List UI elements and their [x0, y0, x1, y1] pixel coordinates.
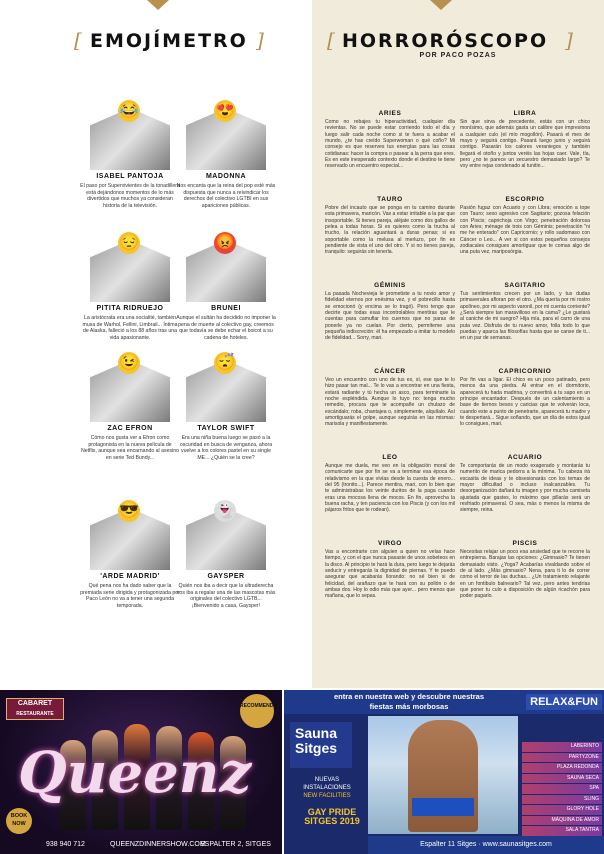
instalaciones-label: INSTALACIONES: [303, 785, 351, 791]
amenity-item: SALA TANTRA: [522, 826, 602, 836]
sign-name: TAURO: [377, 196, 403, 203]
gold-triangle-marker: [147, 0, 169, 10]
amenity-item: GLORY HOLE: [522, 805, 602, 815]
gay-pride-logo: [302, 808, 362, 826]
amenity-item: SLING: [522, 795, 602, 805]
horroroscopo-section: [312, 0, 604, 688]
queenz-phone[interactable]: 938 940 712: [46, 841, 85, 848]
card-text: La aristócrata era una socialité, también musa de Warhol, Fellini, Limbrail... Íntima de Alaska, falleció a los 88 años tras una vida apasionante.: [82, 315, 178, 341]
sign-text: Aunque me duela, me veo en la obligación moral de comunicarte que por fin se va a terminar esa época de relativismo en la que vivías desde la cuesta de enero... del 95 (tronito...). Parece mentira, mari, con lo bien que te administrabas los veinte duritos de la paga cuando eras una mocosa llena de mocos. En fin, aprovecha la buena racha, y ten paciencia con los Piscis (y con los mil pájaros fritos que te rodean).: [325, 463, 455, 514]
horoscope-sign: [460, 454, 590, 514]
amenity-item: PARTYZONE: [522, 753, 602, 763]
sauna-name-line-1: Sauna: [295, 725, 338, 741]
cabaret-badge: [6, 698, 64, 720]
new-facilities-label: NEW FACILITIES: [303, 793, 351, 799]
reaction-emoji-icon: 😔: [118, 232, 140, 254]
sign-name: LIBRA: [513, 110, 537, 117]
book-now-button[interactable]: BOOK NOW: [6, 808, 32, 834]
model-trunks: [412, 798, 474, 816]
amenity-item: SAUNA SECA: [522, 774, 602, 784]
horoscope-sign: [325, 454, 455, 514]
sign-text: Veo un encuentro con uno de tus ex, sí, ese que te lo hizo pasar tan mal... Te lo vas a encontrar en una fiesta, estará radiante y tú hecha un asco, para terminarte la noche espléndida. Aunque lo tuyo no: tenga mucho remedio, procura que te acompañe un chulazo de escándalo; roba, chantajea o, simplemente, alquílalo. Así amortiguarás el golpe, aunque seguirás en las mismas: marisola y manifiestamente.: [325, 377, 455, 428]
relax-fun-label: RELAX&FUN: [526, 694, 602, 710]
gay-pride-label: GAY PRIDE: [307, 807, 357, 817]
sign-text: Como no rebajes tu hiperactividad, cualquier día revientas. No se puede estar corriendo todo el día y luego salir cada noche como si te fuera a acabar el mundo, ¿te has creído Superwoman o qué coño? Mi consejo es que reserves tus energías para las cosas cotidianas: hacer la compra o pasear a la perra que eres. Es en este inesperado contexto donde el destino te tiene reservado un encuentro especial...: [325, 119, 455, 170]
horoscope-sign: [325, 196, 455, 256]
card-text: El paso por Supervivientes de la tonadillera está dejándonos momentos de lo más divertidos que muchos ya consideran historia de la televisión.: [80, 183, 180, 209]
queenz-address: ESPALTER 2, SITGES: [200, 841, 271, 848]
sign-name: SAGITARIO: [504, 282, 546, 289]
emojimetro-section: [0, 0, 306, 688]
horoscope-sign: [325, 282, 455, 342]
banner-line-2: fiestas más morbosas: [369, 702, 449, 711]
title-bracket-open: [: [327, 28, 335, 52]
card-text: Qué pena nos ha dado saber que la premiada serie dirigida y protagonizada por Paco León no va a tener una segunda temporada.: [80, 583, 180, 609]
sign-text: Pasión fugaz con Acuario y con Libra; emoción a tope con Tauro; sexo agresivo con Sagitario; gozosa felación con Piscis; caprichoja con Virgo; penetración dolorosa con Aries; ménage de trois con Géminis; penetración "ni me he enterado" con Capricornio; y rollo sadomaso con Cáncer o Leo... A ver si con estos pequeños consejos zodiacales consigues amortiguar que te comas algo de una puta vez, mariposórgia.: [460, 205, 590, 256]
sign-name: LEO: [382, 454, 398, 461]
amenity-item: PLAZA REDONDA: [522, 763, 602, 773]
card-name: PITITA RIDRUEJO: [96, 305, 164, 312]
sign-text: Vas a encontrarte con alguien a quien no veías hace tiempo, y con el que nunca pasaste de unos sobeteos en la disco. Al principio te hará la dura, pero luego te dejarás seducir y entregarás la dignidad de piernas. Y te puedo asegurar que acabarás llorando: no sé bien si de felicidad, del arañazo que te hará con su pollón o de ambas dos. Hoy lo odio más que ayer... pero menos que mañana, que lo sepas.: [325, 549, 455, 600]
horoscope-sign: [460, 282, 590, 342]
card-text: Quién nos iba a decir que la ultraderecha nos iba a regalar una de las mascotas más originales del colectivo LGTB... ¡Bienvenido a casa, Gaysper!: [176, 583, 276, 609]
sign-name: CAPRICORNIO: [498, 368, 552, 375]
author-byline: POR PACO POZAS: [419, 52, 497, 59]
reaction-emoji-icon: 😂: [118, 100, 140, 122]
gold-triangle-marker: [430, 0, 452, 10]
section-title: HORRORÓSCOPO: [342, 30, 549, 52]
card-text: Aunque el sultán ha decidido no imponer la pena de muerte al colectivo gay, creemos que todavía se debe echar el boicot a su cadena de hoteles.: [176, 315, 276, 341]
card-name: BRUNEI: [211, 305, 241, 312]
restaurante-label: RESTAURANTE: [16, 711, 54, 717]
nuevas-label: NUEVAS: [314, 777, 340, 783]
card-text: Cómo nos gusta ver a Efron como protagonista en la nueva película de Netflix, aunque sea encarnando al asesino en serie Ted Bundy...: [80, 435, 180, 461]
section-title: EMOJÍMETRO: [90, 30, 248, 52]
amenity-item: LABERINTO: [522, 742, 602, 752]
queenz-logo: Queenz: [18, 740, 252, 806]
reaction-emoji-icon: 😉: [118, 352, 140, 374]
title-bracket-open: [: [74, 28, 82, 52]
sign-name: ARIES: [378, 110, 402, 117]
recommended-badge: RECOMMENDED: [240, 694, 274, 728]
sign-name: CÁNCER: [374, 368, 406, 375]
card-name: GAYSPER: [207, 573, 245, 580]
sign-text: Pobre del incauto que se ponga en tu camino durante esta primavera, maricón. Vas a estar irritable a la par que insoportable. Si tienes pareja, aléjate como dos gallos de pelea a todas horas. Si es quieres como la trucha al trucho, la relación aguantará a duras penas; si es soportable como la melusa al merluzo, por fin es pendiente de vista el uno del otro. Y si no tienes pareja, tranquilo: seguirás sin tenerla.: [325, 205, 455, 256]
sign-text: Por fin vas a ligar. El chico es un poco patinado, pero menos da una piedra. Al entrar en el dormitorio, aparecerá tu hada madrina, y convertirá a tu sapo en un príncipe encantador. Después de un calentamiento a base de tiernos besos y caricias que te volverán loca, cuando este a punto de penetrarte, aparecerá tu madre y te despertará... Sigue soñando, que un día de estos igual lo consigues, mari.: [460, 377, 590, 428]
new-facilities-text: [290, 776, 364, 800]
queenz-footer: [0, 836, 282, 854]
horoscope-sign: [325, 540, 455, 600]
card-name: TAYLOR SWIFT: [197, 425, 255, 432]
sauna-name-line-2: Sitges: [295, 740, 338, 756]
title-bracket-close: ]: [565, 28, 573, 52]
amenity-item: MÁQUINA DE AMOR: [522, 816, 602, 826]
reaction-emoji-icon: 😴: [214, 352, 236, 374]
banner-line-1: entra en nuestra web y descubre nuestras: [333, 692, 485, 701]
sign-text: La pasada Nochevieja le prometiste a tu novio amor y fidelidad eternos por enésima vez, y el pobrecillo hasta se emocionó (y encima se lo tragó). Pero tengo que decirte que todas esas incontrolables mentiras que le cuentas para camuflar los cuernos que no paras de ponerle ya no cuelan. Por cierto, permíteme una pequeña indiscreción: él ha empezado a imitar tu modelo de fidelidad... Sorry, mari.: [325, 291, 455, 342]
sauna-amenities-list: [522, 742, 602, 837]
horoscope-sign: [460, 110, 590, 170]
sign-text: Te comportarás de un modo exagerado y montarás tu numerito de marica pedorra a la mínima. Tu cabeza irá escasita de ideas y te obsesionarás con los temas de mayor dificultad o incluso inalcanzables. Tu desorganización dañará tu imagen y por mucha camiseta ajustada que gastes, lo máximo que pillarás será un resfriado primaveral. O sea, más o menos la misma de siempre, reina.: [460, 463, 590, 514]
sauna-top-banner: [284, 690, 604, 714]
cabaret-label: CABARET: [17, 700, 53, 707]
horoscope-sign: [325, 368, 455, 428]
reaction-emoji-icon: 😍: [214, 100, 236, 122]
horoscope-sign: [325, 110, 455, 170]
card-name: 'ARDE MADRID': [100, 573, 160, 580]
horoscope-sign: [460, 540, 590, 600]
card-text: Nos encanta que la reina del pop esté más dispuesta que nunca a reivindicar los derechos del colectivo LGTBI en sus apariciones públicas.: [176, 183, 276, 209]
card-name: MADONNA: [205, 173, 247, 180]
sign-name: VIRGO: [378, 540, 402, 547]
sauna-logo: [290, 722, 352, 768]
horoscope-sign: [460, 368, 590, 428]
horoscope-sign: [460, 196, 590, 256]
reaction-emoji-icon: 😎: [118, 500, 140, 522]
sauna-banner-text: [314, 692, 504, 712]
reaction-emoji-icon: 😡: [214, 232, 236, 254]
sign-name: ACUARIO: [507, 454, 543, 461]
sign-text: Sin que sirva de precedente, estás con un chico monísimo, que además gasta un calibre que impresiona a cualquier culo (el mío mogollón). Pasará el mes de mayo y seguirá contigo. Pasará luego junio y seguirá contigo. Pasarán los calores veraniegos y también llegará el otoño y juntos veréis las hojas caer. Vale, tía, pero ¿no te parece un secuestro demasiado largo? Te voy entre rejas condenado al tunitin...: [460, 119, 590, 170]
gay-pride-city: SITGES 2019: [304, 816, 360, 826]
reaction-emoji-icon: 👻: [214, 500, 236, 522]
queenz-advertisement[interactable]: [0, 690, 282, 854]
card-name: ISABEL PANTOJA: [96, 173, 164, 180]
title-bracket-close: ]: [256, 28, 264, 52]
sauna-sitges-advertisement[interactable]: [284, 690, 604, 854]
sauna-address-link[interactable]: Espalter 11 Sitges · www.saunasitges.com: [368, 836, 604, 854]
sign-name: GÉMINIS: [374, 282, 406, 289]
card-name: ZAC EFRON: [107, 425, 153, 432]
sign-text: Necesitas relajar un poco esa ansiedad que te recorre la entrepierna. Barajas las opciones: ¿Gimnasio? Te tienen demasiado visto. ¿Yoga? Acabarías vivaldando sobre el de al lado. ¿Más gimnasio? Nena, para ti lo de correr como el terror de las duchas... ¿Un tratamiento relajante en un fontibulo balneario? Tal vez, pero antes tendrías que poner tu culo a disposición de algún ricachón para poder pagarlo.: [460, 549, 590, 600]
card-text: Era una niña buena luego se pasó a la oscuridad en busca de venganza, ahora vuelve a los colores pastel en su single ME... ¿Quién se la cree?: [179, 435, 273, 461]
sign-text: Tus sentimientos crecen por un lado, y tus dudas primaverales afloran por el otro. ¿Ma quería por mi rostro apolíneo, por mi aspecto varonil, por mi cuenta corriente? ¿Será siempre tan maravilloso en la cama? ¿Le gustará al caniche de mi suegro? Hija mía, para el carro de una puta vez. Disfruta de tu nuevo amor, folla todo lo que puedas y aparca las filosofías hasta que se canse de ti... en un par de semanas.: [460, 291, 590, 342]
amenity-item: SPA: [522, 784, 602, 794]
sign-name: ESCORPIO: [505, 196, 545, 203]
sign-name: PISCIS: [512, 540, 538, 547]
queenz-website-link[interactable]: QUEENZDINNERSHOW.COM: [110, 841, 206, 848]
